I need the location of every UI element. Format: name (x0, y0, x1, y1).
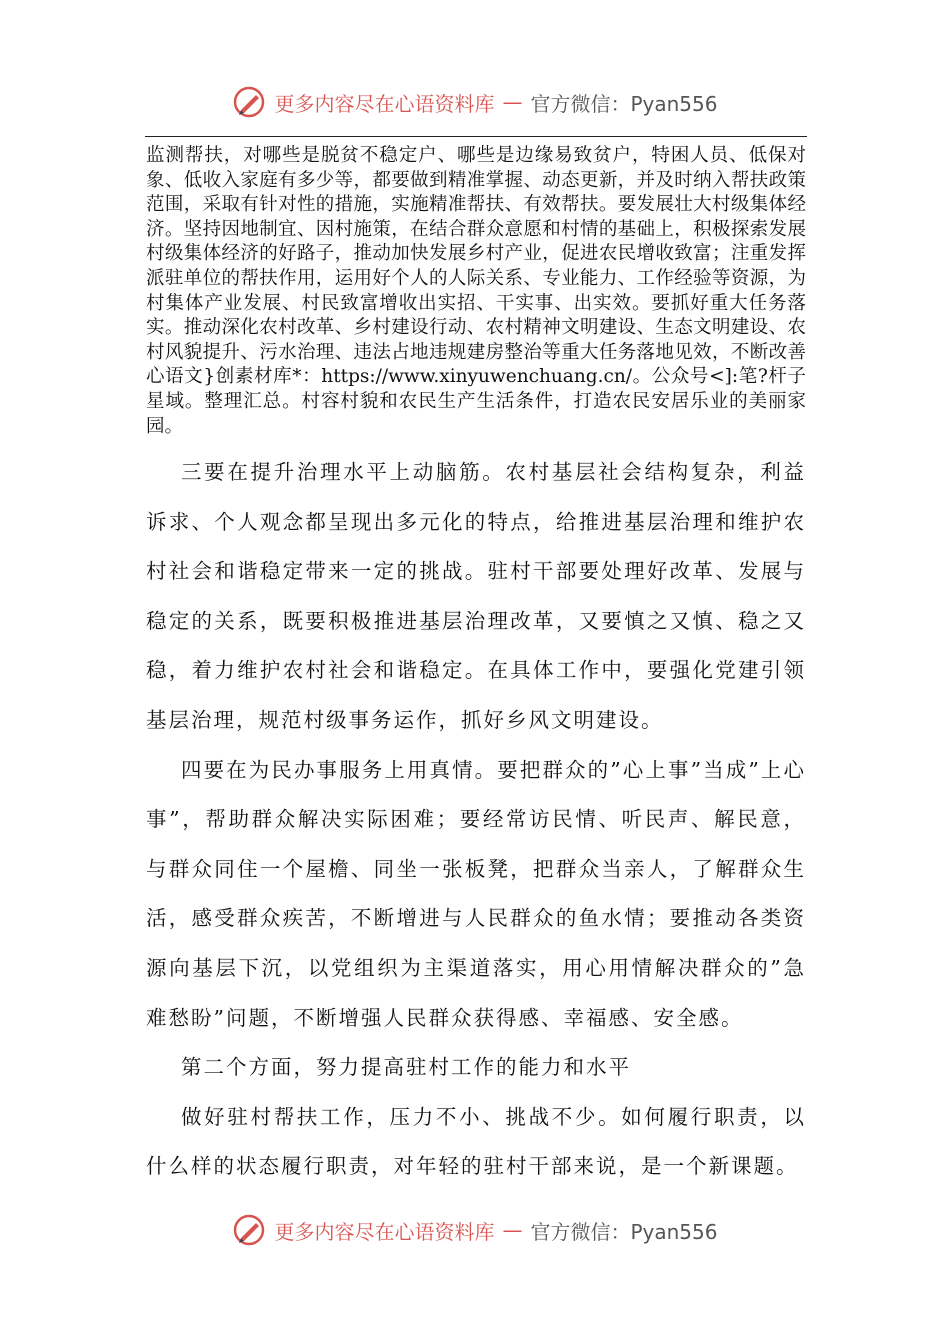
banner-dash: — (502, 1218, 523, 1242)
paragraph: 四要在为民办事服务上用真情。要把群众的”心上事”当成”上心事”，帮助群众解决实际困难；要经常访民情、听民声、解民意，与群众同住一个屋檐、同坐一张板凳，把群众当亲人，了解群众生活，感受群众疾苦，不断增进与人民群众的鱼水情；要推动各类资源向基层下沉，以党组织为主渠道落实，用心用情解决群众的”急难愁盼”问题，不断增强人民群众获得感、幸福感、安全感。 (146, 757, 806, 1030)
banner-dash: — (502, 90, 523, 114)
header-rule (145, 136, 807, 137)
banner-wechat: 官方微信：Pyan556 (530, 91, 718, 116)
banner (232, 85, 717, 119)
banner-wechat: 官方微信：Pyan556 (530, 1219, 718, 1244)
document-body (146, 448, 806, 1192)
banner-text: 更多内容尽在心语资料库 (274, 1219, 495, 1244)
footer-banner (0, 1208, 950, 1252)
dense-paragraph: 监测帮扶，对哪些是脱贫不稳定户、哪些是边缘易致贫户，特困人员、低保对象、低收入家庭有多少等，都要做到精准掌握、动态更新，并及时纳入帮扶政策范围，采取有针对性的措施，实施精准帮扶、有效帮扶。要发展壮大村级集体经济。坚持因地制宜、因村施策，在结合群众意愿和村情的基础上，积极探索发展村级集体经济的好路子，推动加快发展乡村产业，促进农民增收致富；注重发挥派驻单位的帮扶作用，运用好个人的人际关系、专业能力、工作经验等资源，为村集体产业发展、村民致富增收出实招、干实事、出实效。要抓好重大任务落实。推动深化农村改革、乡村建设行动、农村精神文明建设、生态文明建设、农村风貌提升、污水治理、违法占地违规建房整治等重大任务落地见效，不断改善心语文}创素材库*：https://www.xinyuwenchuang.cn/。公众号<]:笔?杆子星域。整理汇总。村容村貌和农民生产生活条件，打造农民安居乐业的美丽家园。 (146, 145, 806, 437)
banner-text: 更多内容尽在心语资料库 (274, 91, 495, 116)
section-heading: 第二个方面，努力提高驻村工作的能力和水平 (181, 1055, 631, 1080)
pen-logo-icon (232, 85, 266, 119)
pen-logo-icon (232, 1213, 266, 1247)
paragraph: 三要在提升治理水平上动脑筋。农村基层社会结构复杂，利益诉求、个人观念都呈现出多元化的特点，给推进基层治理和维护农村社会和谐稳定带来一定的挑战。驻村干部要处理好改革、发展与稳定的关系，既要积极推进基层治理改革，又要慎之又慎、稳之又稳，着力维护农村社会和谐稳定。在具体工作中，要强化党建引领基层治理，规范村级事务运作，抓好乡风文明建设。 (146, 460, 806, 732)
paragraph: 做好驻村帮扶工作，压力不小、挑战不少。如何履行职责，以什么样的状态履行职责，对年轻的驻村干部来说，是一个新课题。 (146, 1104, 806, 1179)
banner (232, 1213, 717, 1247)
header-banner (0, 80, 950, 124)
